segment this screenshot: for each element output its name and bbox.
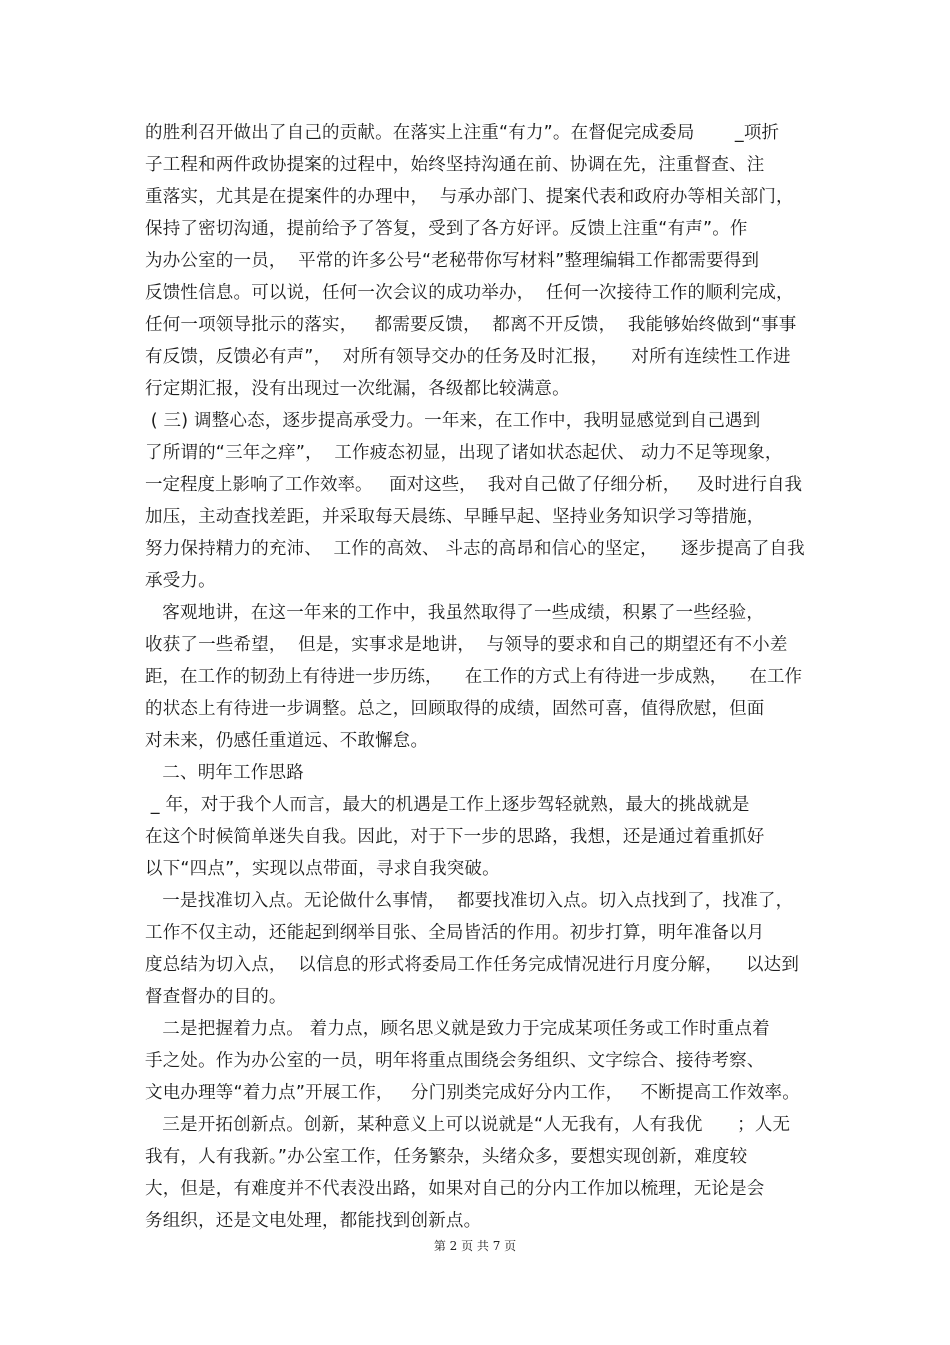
text-line: 反馈性信息。可以说，任何一次会议的成功举办， 任何一次接待工作的顺利完成， xyxy=(145,283,794,303)
text-line: 有反馈，反馈必有声”， 对所有领导交办的任务及时汇报， 对所有连续性工作进 xyxy=(145,347,791,367)
text-line: 以下“四点”，实现以点带面，寻求自我突破。 xyxy=(145,859,500,879)
text-line: ( 三) 调整心态，逐步提高承受力。一年来，在工作中，我明显感觉到自己遇到 xyxy=(145,411,761,431)
text-line: 承受力。 xyxy=(145,571,216,591)
text-line: 加压，主动查找差距，并采取每天晨练、早睡早起、坚持业务知识学习等措施， xyxy=(145,507,765,527)
text-line: 大，但是，有难度并不代表没出路，如果对自己的分内工作加以梳理，无论是会 xyxy=(145,1179,765,1199)
page-indicator: 第 2 页 共 7 页 xyxy=(433,1239,517,1253)
page-footer xyxy=(0,1238,950,1254)
text-line: 度总结为切入点， 以信息的形式将委局工作任务完成情况进行月度分解， 以达到 xyxy=(145,955,800,975)
text-line: 客观地讲，在这一年来的工作中，我虽然取得了一些成绩，积累了一些经验， xyxy=(145,603,765,623)
text-line: 行定期汇报，没有出现过一次纰漏，各级都比较满意。 xyxy=(145,379,570,399)
text-line: 在这个时候简单迷失自我。因此，对于下一步的思路，我想，还是通过着重抓好 xyxy=(145,827,765,847)
text-line: 手之处。作为办公室的一员，明年将重点围绕会务组织、文字综合、接待考察、 xyxy=(145,1051,765,1071)
text-line: 一是找准切入点。无论做什么事情， 都要找准切入点。切入点找到了，找准了， xyxy=(145,891,794,911)
text-line: 我有，人有我新。”办公室工作，任务繁杂，头绪众多，要想实现创新，难度较 xyxy=(145,1147,748,1167)
text-line: 文电办理等“着力点”开展工作， 分门别类完成好分内工作， 不断提高工作效率。 xyxy=(145,1083,800,1103)
text-line: 重落实，尤其是在提案件的办理中， 与承办部门、提案代表和政府办等相关部门， xyxy=(145,187,794,207)
text-line: 了所谓的“三年之痒”， 工作疲态初显，出现了诸如状态起伏、 动力不足等现象， xyxy=(145,443,783,463)
text-line: 对未来，仍感任重道远、不敢懈怠。 xyxy=(145,731,429,751)
text-line: 为办公室的一员， 平常的许多公号“老秘带你写材料”整理编辑工作都需要得到 xyxy=(145,251,760,271)
text-line: 督查督办的目的。 xyxy=(145,987,287,1007)
text-line: 三是开拓创新点。创新，某种意义上可以说就是“人无我有，人有我优 ；人无 xyxy=(145,1115,791,1135)
text-line: 二是把握着力点。 着力点，顾名思义就是致力于完成某项任务或工作时重点着 xyxy=(145,1019,770,1039)
text-line: 努力保持精力的充沛、 工作的高效、 斗志的高昂和信心的坚定， 逐步提高了自我 xyxy=(145,539,805,559)
text-line: _ 年，对于我个人而言，最大的机遇是工作上逐步驾轻就熟，最大的挑战就是 xyxy=(145,795,750,815)
text-line: 子工程和两件政协提案的过程中，始终坚持沟通在前、协调在先，注重督查、注 xyxy=(145,155,765,175)
text-line: 收获了一些希望， 但是，实事求是地讲， 与领导的要求和自己的期望还有不小差 xyxy=(145,635,788,655)
text-line: 务组织，还是文电处理，都能找到创新点。 xyxy=(145,1211,482,1231)
text-line: 的状态上有待进一步调整。总之，回顾取得的成绩，固然可喜，值得欣慰，但面 xyxy=(145,699,765,719)
section-heading: 二、明年工作思路 xyxy=(145,763,304,783)
text-line: 的胜利召开做出了自己的贡献。在落实上注重“有力”。在督促完成委局 _项折 xyxy=(145,123,780,143)
text-line: 工作不仅主动，还能起到纲举目张、全局皆活的作用。初步打算，明年准备以月 xyxy=(145,923,765,943)
text-line: 距，在工作的韧劲上有待进一步历练， 在工作的方式上有待进一步成熟， 在工作 xyxy=(145,667,802,687)
text-line: 任何一项领导批示的落实， 都需要反馈， 都离不开反馈， 我能够始终做到“事事 xyxy=(145,315,797,335)
text-line: 保持了密切沟通，提前给予了答复，受到了各方好评。反馈上注重“有声”。作 xyxy=(145,219,748,239)
text-line: 一定程度上影响了工作效率。 面对这些， 我对自己做了仔细分析， 及时进行自我 xyxy=(145,475,802,495)
